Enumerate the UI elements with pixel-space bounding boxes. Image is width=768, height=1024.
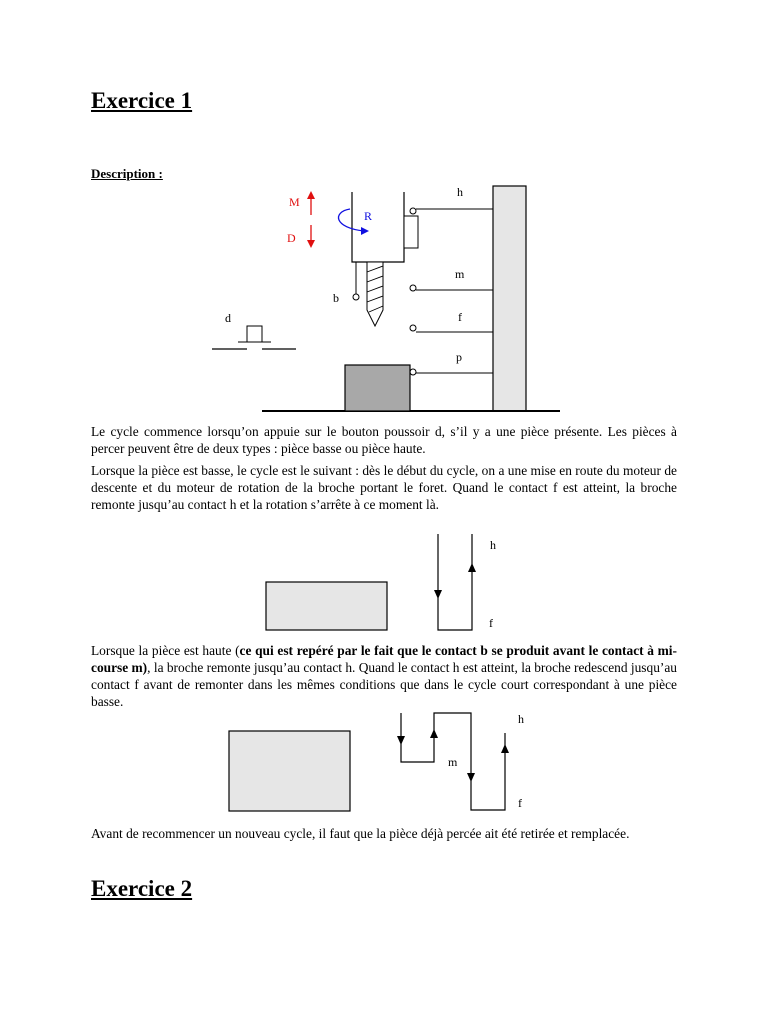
down-arrow-icon [397,736,405,745]
down-arrow-icon [467,773,475,782]
high-piece-text-end: , la broche remonte jusqu’au contact h. Quand le contact h est atteint, la broche redescend jusqu’au contact f avant de remonter dans les mêmes conditions que dans le cycle court correspondant à une pièce basse. [91,660,678,709]
label-contact-f: f [458,310,462,324]
fig2-label-h: h [490,538,496,552]
label-rotation-r: R [364,209,373,223]
up-arrow-icon [430,729,438,738]
label-motor-m: M [289,195,300,209]
label-button-d: d [225,311,231,325]
exercise-1-title: Exercice 1 [91,88,193,113]
up-arrow-icon [501,744,509,753]
exercise-2-title: Exercice 2 [91,876,193,901]
label-motor-d: D [287,231,296,245]
label-contact-p: p [456,350,462,364]
fig3-label-m: m [448,755,458,769]
fig3-label-f: f [518,796,522,810]
description-label: Description : [91,166,163,181]
label-contact-b: b [333,291,339,305]
paragraph-low-piece: Lorsque la pièce est basse, le cycle est le suivant : dès le début du cycle, on a une mise en route du moteur de descente et du moteur de rotation de la broche portant le foret. Quand le contact f est atteint, la broche remonte jusqu’au contact h et la rotation s’arrête à ce moment là. [91,463,677,512]
paragraph-new-cycle: Avant de recommencer un nouveau cycle, il faut que la pièce déjà percée ait été retirée et remplacée. [91,826,630,841]
high-piece [229,731,350,811]
label-contact-m: m [455,267,465,281]
high-piece-bold-condition: ce qui est repéré par le fait que le contact b se produit avant le contact à mi-course m) [91,643,677,675]
paragraph-cycle-start: Le cycle commence lorsqu’on appuie sur le bouton poussoir d, s’il y a une pièce présente. Les pièces à percer peuvent être de deux types : pièce basse ou pièce haute. [91,424,677,456]
label-contact-h: h [457,185,463,199]
high-piece-text-start: Lorsque la pièce est haute ( [91,643,240,658]
fig2-label-f: f [489,616,493,630]
fig3-label-h: h [518,712,524,726]
